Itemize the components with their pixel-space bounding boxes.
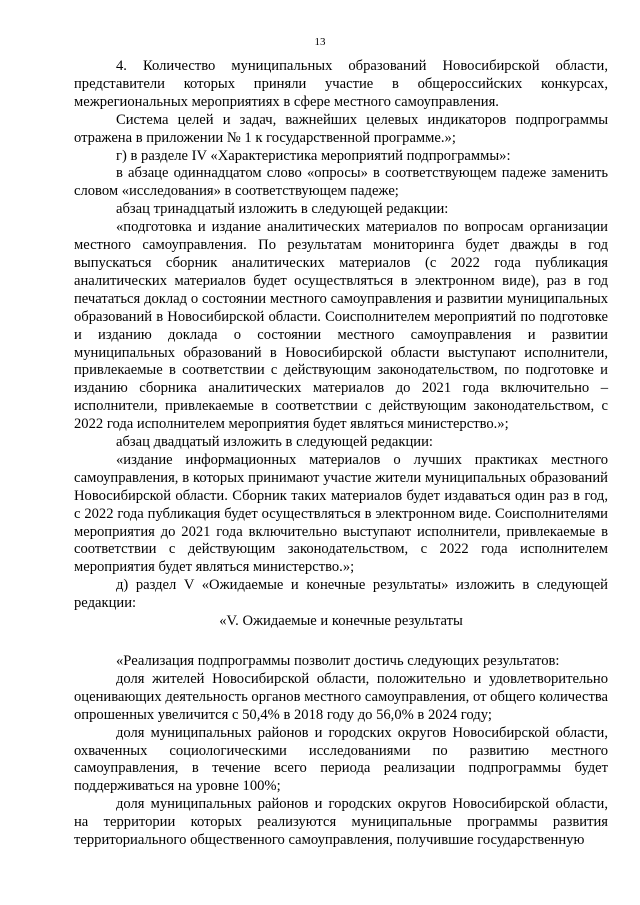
paragraph: Система целей и задач, важнейших целевых индикаторов подпрограммы отражена в приложении № 1 к государственной программе.»; [74,111,608,146]
paragraph: д) раздел V «Ожидаемые и конечные результаты» изложить в следующей редакции: [74,577,608,612]
page-number: 13 [314,36,326,48]
paragraph: доля муниципальных районов и городских округов Новосибирской области, на территории которых реализуются муниципальные программы развития территориального общественного самоуправления, получившие государственную [74,796,608,849]
document-body [74,58,608,850]
paragraph: доля жителей Новосибирской области, положительно и удовлетворительно оценивающих деятельность органов местного самоуправления, от общего количества опрошенных увеличится с 50,4% в 2018 году до 56,0% в 2024 году; [74,670,608,723]
section-heading: «V. Ожидаемые и конечные результаты [219,613,463,630]
spacer [74,631,608,653]
paragraph: в абзаце одиннадцатом слово «опросы» в соответствующем падеже заменить словом «исследования» в соответствующем падеже; [74,165,608,200]
paragraph: 4. Количество муниципальных образований Новосибирской области, представители которых приняли участие в общероссийских конкурсах, межрегиональных мероприятиях в сфере местного самоуправления. [74,58,608,110]
paragraph: доля муниципальных районов и городских округов Новосибирской области, охваченных социологическими исследованиями по развитию местного самоуправления, в течение всего периода реализации подпрограммы будет поддерживаться на уровне 100%; [74,724,608,795]
paragraph: «подготовка и издание аналитических материалов по вопросам организации местного самоуправления. По результатам мониторинга будет дважды в год выпускаться сборник аналитических материалов (с 2022 года публикация аналитических материалов будет осуществляться в электронном виде), раз в год печататься доклад о состоянии местного самоуправления и развитии муниципальных образований в Новосибирской области. Соисполнителем мероприятий по подготовке и изданию доклада о состоянии местного самоуправления и развитии муниципальных образований в Новосибирской области выступают исполнители, привлекаемые в соответствии с действующим законодательством, по подготовке и изданию сборника аналитических материалов до 2021 года включительно – исполнители, привлекаемые в соответствии с действующим законодательством, с 2022 года исполнителем мероприятия будет являться министерство.»; [74,219,608,433]
paragraph: абзац тринадцатый изложить в следующей редакции: [116,201,449,218]
paragraph: «издание информационных материалов о лучших практиках местного самоуправления, в которых принимают участие жители муниципальных образований Новосибирской области. Сборник таких материалов будет издаваться один раз в год, с 2022 года публикация будет осуществляться в электронном виде. Соисполнителями мероприятия до 2021 года включительно выступают исполнители, привлекаемые в соответствии с действующим законодательством, с 2022 года исполнителем мероприятия будет являться министерство.»; [74,451,608,576]
paragraph: абзац двадцатый изложить в следующей редакции: [116,434,433,451]
paragraph: г) в разделе IV «Характеристика мероприятий подпрограммы»: [116,147,511,164]
paragraph: «Реализация подпрограммы позволит достичь следующих результатов: [116,653,560,669]
